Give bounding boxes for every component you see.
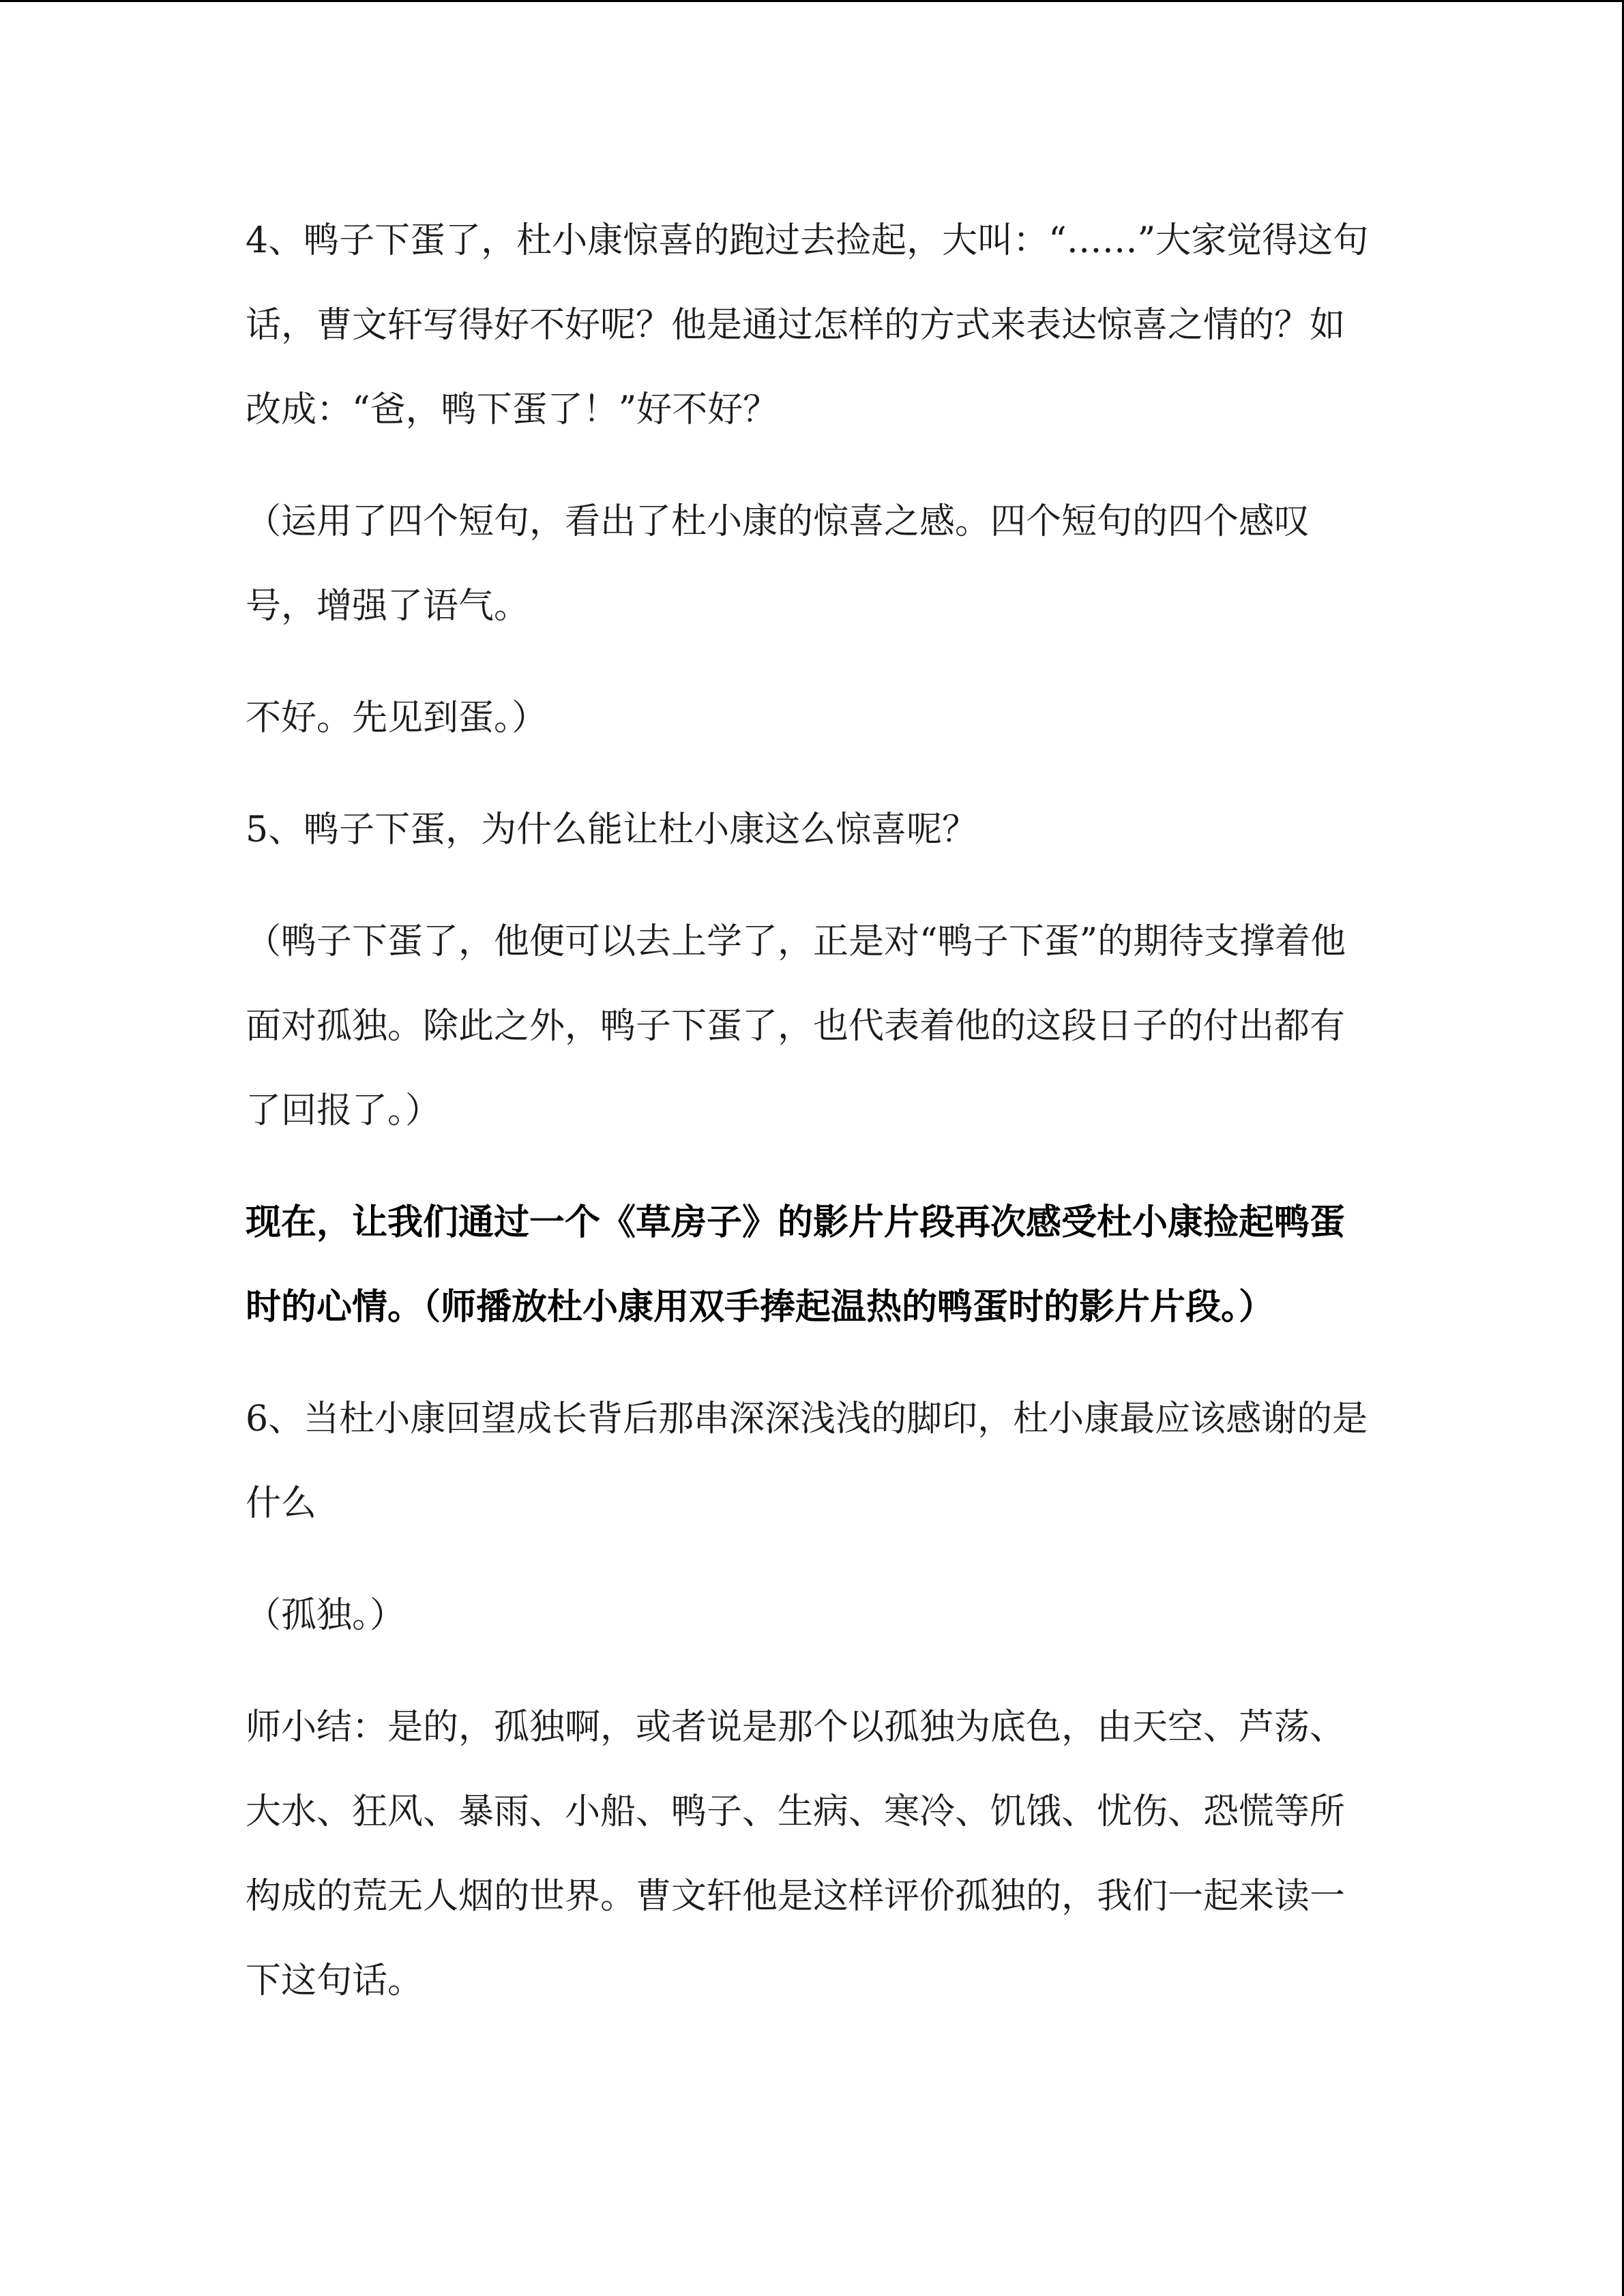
question-4: 4、鸭子下蛋了，杜小康惊喜的跑过去捡起，大叫：“……”大家觉得这句话，曹文轩写得好不好呢？他是通过怎样的方式来表达惊喜之情的？如改成：“爸，鸭下蛋了！”好不好？	[246, 220, 1369, 430]
answer-5: （鸭子下蛋了，他便可以去上学了，正是对“鸭子下蛋”的期待支撑着他面对孤独。除此之外，鸭子下蛋了，也代表着他的这段日子的付出都有了回报了。）	[246, 921, 1346, 1131]
teacher-summary: 师小结：是的，孤独啊，或者说是那个以孤独为底色，由天空、芦荡、大水、狂风、暴雨、小船、鸭子、生病、寒冷、饥饿、忧伤、恐慌等所构成的荒无人烟的世界。曹文轩他是这样评价孤独的，我们一起来读一下这句话。	[246, 1707, 1346, 2001]
answer-6: （孤独。）	[246, 1595, 406, 1636]
question-6: 6、当杜小康回望成长背后那串深深浅浅的脚印，杜小康最应该感谢的是什么	[246, 1399, 1368, 1524]
document-body	[246, 198, 1371, 2051]
answer-4-part-1: （运用了四个短句，看出了杜小康的惊喜之感。四个短句的四个感叹号，增强了语气。	[246, 501, 1310, 627]
video-instruction: 现在，让我们通过一个《草房子》的影片片段再次感受杜小康捡起鸭蛋时的心情。（师播放杜小康用双手捧起温热的鸭蛋时的影片片段。）	[246, 1202, 1346, 1328]
answer-4-part-2: 不好。先见到蛋。）	[246, 698, 548, 739]
question-5: 5、鸭子下蛋，为什么能让杜小康这么惊喜呢？	[246, 809, 978, 850]
